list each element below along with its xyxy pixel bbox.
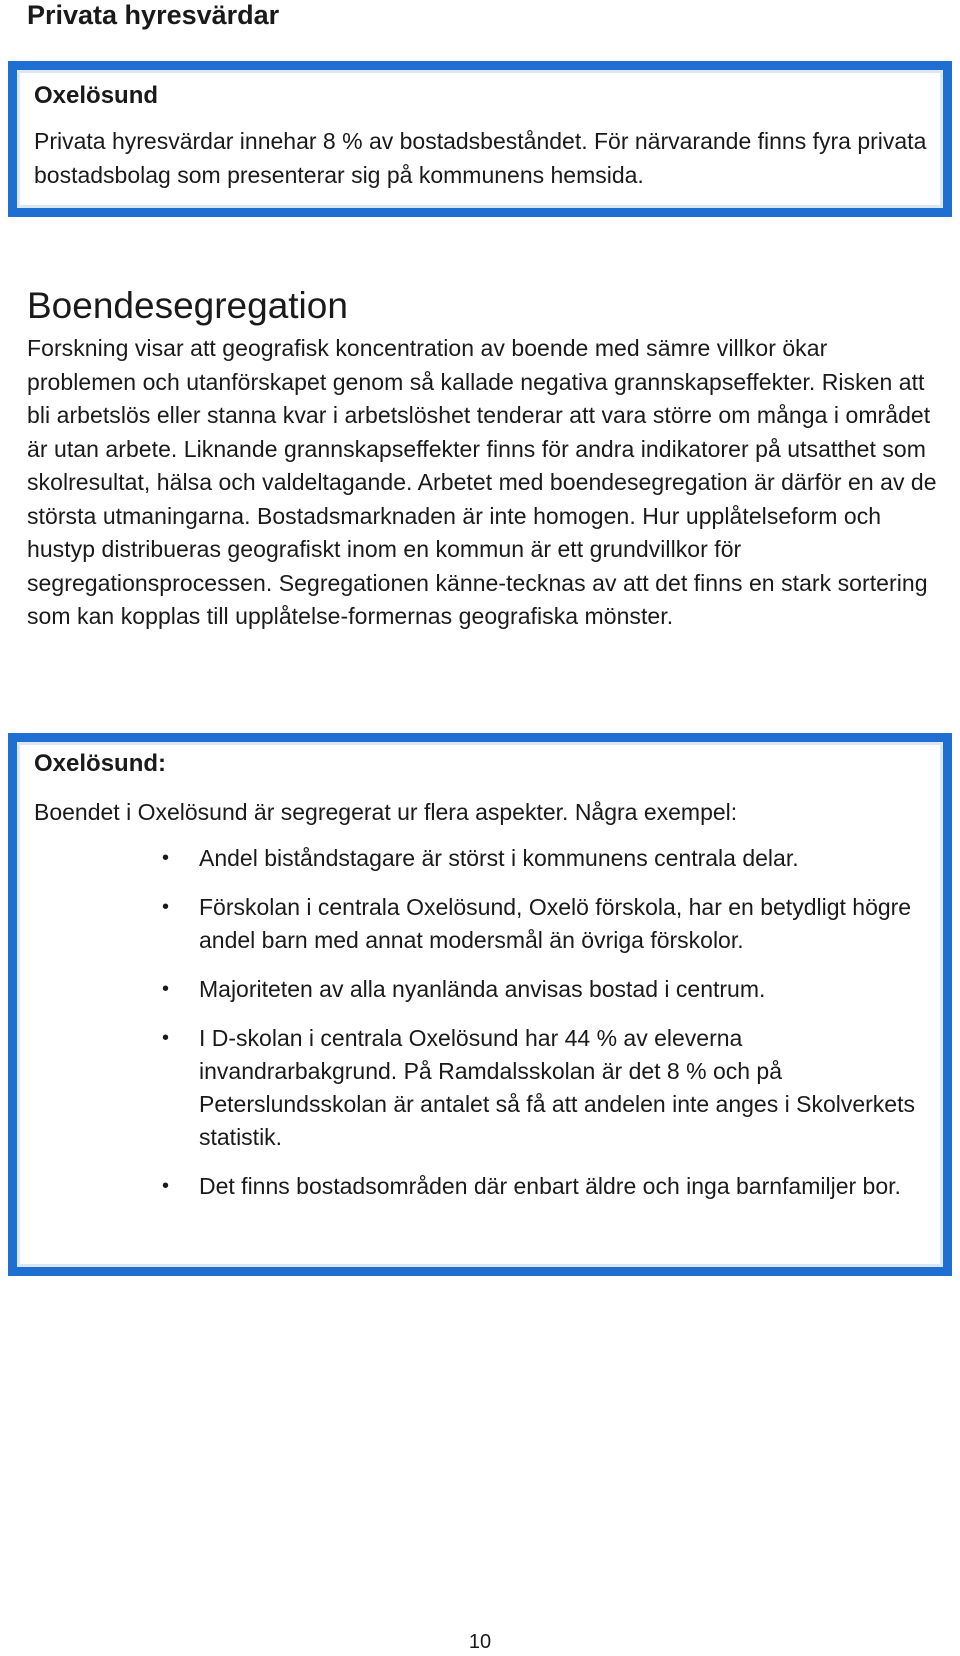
- info-box-title: Oxelösund:: [34, 750, 167, 777]
- list-item: [34, 1170, 924, 1203]
- info-box-title: Oxelösund: [34, 82, 159, 109]
- bullet-icon: •: [162, 847, 170, 869]
- list-item: [34, 973, 924, 1006]
- list-item-text: I D-skolan i centrala Oxelösund har 44 % av eleverna invandrarbakgrund. På Ramdalsskolan är det 8 % och på Peterslundsskolan är antalet så få att andelen inte anges i Skolverkets statistik.: [199, 1025, 915, 1150]
- list-item-text: Andel biståndstagare är störst i kommunens centrala delar.: [199, 845, 799, 871]
- list-item: [34, 842, 924, 875]
- segregation-heading: Boendesegregation: [27, 285, 348, 326]
- examples-list: [34, 842, 924, 1219]
- segregation-body-text: Forskning visar att geografisk koncentration av boende med sämre villkor ökar problemen och utanförskapet genom så kallade negativa grannskapseffekter. Risken att bli arbetslös eller stanna kvar i arbetslöshet tenderar att vara större om många i området är utan arbete. Liknande grannskapseffekter finns för andra indikatorer på utsatthet som skolresultat, hälsa och valdeltagande. Arbetet med boendesegregation är därför en av de största utmaningarna. Bostadsmarknaden är inte homogen. Hur upplåtelseform och hustyp distribueras geografiskt inom en kommun är ett grundvillkor för segregationsprocessen. Segregationen känne-tecknas av att det finns en stark sortering som kan kopplas till upplåtelse-formernas geografiska mönster.: [27, 335, 937, 629]
- bullet-icon: •: [162, 896, 170, 918]
- page-number: 10: [468, 1631, 492, 1653]
- section-heading: Privata hyresvärdar: [27, 0, 280, 30]
- bullet-icon: •: [162, 1175, 170, 1197]
- list-item-text: Förskolan i centrala Oxelösund, Oxelö förskola, har en betydligt högre andel barn med annat modersmål än övriga förskolor.: [199, 894, 912, 953]
- info-box-text: Privata hyresvärdar innehar 8 % av bostadsbeståndet. För närvarande finns fyra privata bostadsbolag som presenterar sig på kommunens hemsida.: [34, 128, 927, 188]
- info-box-intro: Boendet i Oxelösund är segregerat ur flera aspekter. Några exempel:: [34, 799, 738, 825]
- bullet-icon: •: [162, 1027, 170, 1049]
- list-item: [34, 1022, 924, 1154]
- list-item-text: Det finns bostadsområden där enbart äldre och inga barnfamiljer bor.: [199, 1173, 901, 1199]
- info-box-segregation-examples: [8, 733, 952, 1276]
- list-item: [34, 891, 924, 957]
- list-item-text: Majoriteten av alla nyanlända anvisas bostad i centrum.: [199, 976, 766, 1002]
- bullet-icon: •: [162, 978, 170, 1000]
- info-box-private-landlords: [8, 61, 952, 217]
